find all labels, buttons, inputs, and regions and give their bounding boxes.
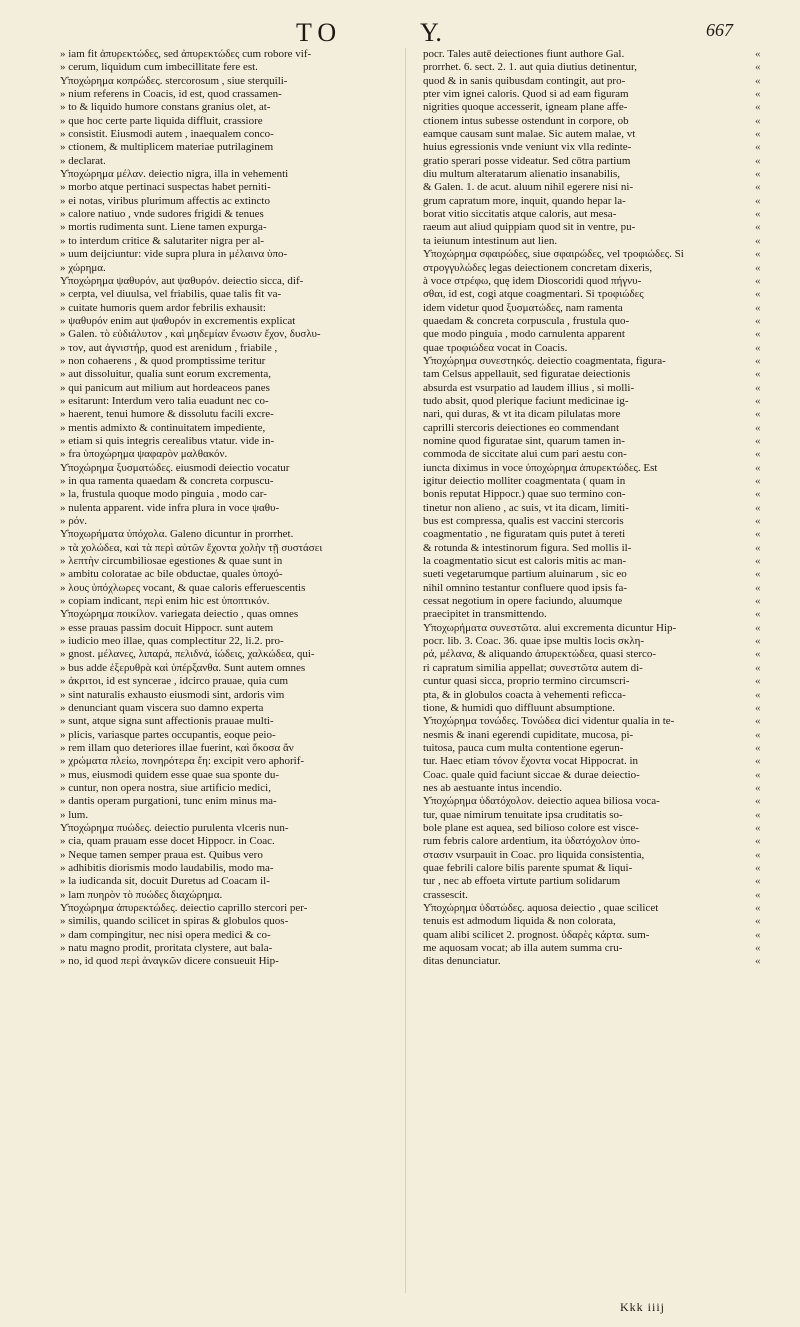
quote-mark: « bbox=[755, 875, 761, 888]
signature-mark: Kkk iiij bbox=[620, 1300, 666, 1314]
right-column bbox=[423, 48, 745, 969]
quote-mark: « bbox=[755, 88, 761, 101]
right_col-line: à voce στρέφω, quę idem Dioscoridi quod πήγνυ- bbox=[423, 274, 642, 287]
right_col-line: raeum aut aliud quippiam quod sit in ventre, pu- bbox=[423, 221, 636, 234]
quote-mark: « bbox=[755, 368, 761, 381]
right_col-line: Υ̓ποχώρημα ὑδατώδες. aquosa deiectio , quae scilicet bbox=[423, 902, 659, 914]
left_col-line: » ctionem, & multiplicem materiae putrilaginem bbox=[60, 141, 274, 154]
right_col-line: tuitosa, pauca cum multa contentione egerun- bbox=[423, 741, 624, 754]
left_col-line: » que hoc certe parte liquida diffluit, crassiore bbox=[60, 114, 263, 127]
left_col-line: » adhibitis diorismis modo laudabilis, modo ma- bbox=[60, 861, 274, 874]
right_col-line: Υ̓ποχωρήματα συνεστῶτα. alui excrementa dicuntur Hip- bbox=[423, 621, 677, 634]
quote-mark: « bbox=[755, 608, 761, 621]
left_col-line: Υ̓ποχώρημα μέλαν. deiectio nigra, illa in vehementi bbox=[60, 168, 289, 181]
right_col-line: diu multum alteratarum alienatio insanabilis, bbox=[423, 168, 621, 181]
right_col-line: στρογγυλώδες legas deiectionem concretam dixeris, bbox=[423, 261, 653, 274]
right_col-line: ta ieiunum intestinum aut lien. bbox=[423, 234, 558, 247]
left_col-line: » uum deijciuntur: vide supra plura in μέλαινα ὑπο- bbox=[60, 248, 288, 261]
left_col-line: » la iudicanda sit, docuit Duretus ad Coacam il- bbox=[60, 875, 270, 888]
quote-mark: « bbox=[755, 141, 761, 154]
quote-mark: « bbox=[755, 808, 761, 821]
left-column bbox=[60, 48, 390, 969]
left_col-line: » ρόν. bbox=[60, 515, 87, 528]
quote-mark: « bbox=[755, 301, 761, 314]
quote-mark: « bbox=[755, 795, 761, 808]
quote-mark: « bbox=[755, 314, 761, 327]
right_col-line: ρά, μέλανα, & aliquando ἀπυρεκτώδεα, quasi sterco- bbox=[423, 648, 657, 661]
quote-mark: « bbox=[755, 781, 761, 794]
left_col-line: » to & liquido humore constans granius olet, at- bbox=[60, 101, 271, 114]
quote-mark: « bbox=[755, 528, 761, 541]
right_col-line: Υ̓ποχώρημα ὑδατόχολον. deiectio aquea biliosa voca- bbox=[423, 795, 660, 808]
left_col-line: » similis, quando scilicet in spiras & globulos quos- bbox=[60, 915, 289, 928]
right_col-line: nesmis & inani egerendi cupiditate, mucosa, pi- bbox=[423, 728, 634, 741]
right_col-line: & Galen. 1. de acut. aluum nihil egerere nisi ni- bbox=[423, 181, 634, 194]
running-head-mid: Y. bbox=[420, 18, 442, 47]
right_col-line: la coagmentatio sicut est caloris mitis ac man- bbox=[423, 555, 627, 568]
left_col-line: » mortis rudimenta sunt. Liene tamen expurga- bbox=[60, 221, 267, 234]
right_col-line: sueti vegetarumque partium aluinarum , sic eo bbox=[423, 568, 627, 581]
quote-mark: « bbox=[755, 861, 761, 874]
quote-mark: « bbox=[755, 942, 761, 955]
left_col-line: Υ̓ποχωρήματα ὑπόχολα. Galeno dicuntur in prorrhet. bbox=[60, 528, 294, 541]
left_col-line: » copiam indicant, περὶ enim hic est ὑποπτικόν. bbox=[60, 595, 270, 608]
left_col-line: » cuntur, non opera nostra, siue artificio medici, bbox=[60, 781, 271, 794]
quote-mark: « bbox=[755, 555, 761, 568]
left_col-line: » plicis, variasque partes occupantis, eoque peio- bbox=[60, 728, 276, 741]
quote-mark: « bbox=[755, 741, 761, 754]
quote-mark: « bbox=[755, 381, 761, 394]
left_col-line: » morbo atque pertinaci suspectas habet perniti- bbox=[60, 181, 271, 194]
right_col-line: bonis reputat Hippocr.) quae suo termino con- bbox=[423, 488, 626, 501]
left_col-line: » to interdum critice & salutariter nigra per al- bbox=[60, 234, 265, 247]
left_col-line: » qui panicum aut milium aut hordeaceos panes bbox=[60, 381, 270, 394]
left_col-line: » ei notas, viribus plurimum affectis ac extincto bbox=[60, 194, 270, 207]
right_col-line: nes ab aestuante intus incendio. bbox=[423, 781, 562, 794]
right_col-line: tur. Haec etiam τόνον ἔχοντα vocat Hippocrat. in bbox=[423, 755, 639, 768]
right_col-line: σθαι, id est, cogi atque coagmentari. Si τροφιώδες bbox=[423, 288, 644, 301]
quote-mark: « bbox=[755, 902, 761, 914]
left_col-line: Υ̓ποχώρημα ποικίλον. variegata deiectio , quas omnes bbox=[60, 608, 299, 621]
quote-mark: « bbox=[755, 328, 761, 341]
right_col-line: Υ̓ποχώρημα σφαιρώδες, siue σφαιρώδες, vel τροφιώδες. Si bbox=[423, 248, 684, 261]
right_col-line: tur , nec ab effoeta virtute partium solidarum bbox=[423, 875, 621, 888]
quote-mark: « bbox=[755, 234, 761, 247]
right_col-line: quam alibi scilicet 2. prognost. ὑδαρὲς κάρτα. sum- bbox=[423, 928, 650, 941]
left_col-line: » iudicio meo illae, quas complectitur 22, li.2. pro- bbox=[60, 635, 284, 648]
right_col-line: bus est compressa, qualis est vaccini stercoris bbox=[423, 515, 624, 528]
right_col-line: Υ̓ποχώρημα συνεστηκός. deiectio coagmentata, figura- bbox=[423, 354, 666, 367]
quote-mark: « bbox=[755, 688, 761, 701]
right_col-line: tudo absit, quod plerique faciunt medicinae ig- bbox=[423, 394, 629, 407]
quote-mark: « bbox=[755, 408, 761, 421]
left_col-line: Υ̓ποχώρημα ξυσματώδες. eiusmodi deiectio vocatur bbox=[60, 461, 290, 474]
left_col-line: » declarat. bbox=[60, 154, 106, 167]
right_col-line: grum capratum more, inquit, quando hepar la- bbox=[423, 194, 626, 207]
left_col-line: » nulenta apparent. vide infra plura in voce ψαθυ- bbox=[60, 501, 280, 514]
quote-mark: « bbox=[755, 154, 761, 167]
quote-mark: « bbox=[755, 755, 761, 768]
left_col-line: » natu magno prodit, proritata clystere, aut bala- bbox=[60, 942, 273, 955]
right_col-line: huius egressionis vnde veniunt vix vlla redinte- bbox=[423, 141, 632, 154]
right_col-line: cessat negotium in opere faciundo, aluumque bbox=[423, 595, 623, 608]
quote-mark: « bbox=[755, 488, 761, 501]
quote-mark: « bbox=[755, 341, 761, 354]
quote-mark: « bbox=[755, 621, 761, 634]
left_col-line: » cuitate humoris quem ardor febrilis exhausit: bbox=[60, 301, 266, 314]
right_col-line: crassescit. bbox=[423, 888, 468, 901]
quote-mark: « bbox=[755, 394, 761, 407]
left_col-line: » cerum, liquidum cum imbecillitate fere est. bbox=[60, 61, 258, 74]
quote-mark: « bbox=[755, 461, 761, 474]
left_col-line: » sunt, atque signa sunt affectionis prauae multi- bbox=[60, 715, 274, 728]
left_col-line: » Neque tamen semper praua est. Quibus vero bbox=[60, 848, 263, 861]
left_col-line: » calore natiuo , vnde sudores frigidi & tenues bbox=[60, 208, 264, 221]
left_col-line: » haerent, tenui humore & dissolutu facili excre- bbox=[60, 408, 274, 421]
right_col-line: ri capratum similia appellat; συνεστῶτα autem di- bbox=[423, 661, 643, 674]
right_col-line: Υ̓ποχώρημα τονώδες. Τονώδεα dici videntur qualia in te- bbox=[423, 715, 675, 728]
quote-mark: « bbox=[755, 128, 761, 141]
right_col-line: nihil omnino testantur confluere quod ipsis fa- bbox=[423, 581, 628, 594]
right_col-line: tenuis est admodum liquida & non colorata, bbox=[423, 915, 616, 928]
quote-mark: « bbox=[755, 261, 761, 274]
left_col-line: » in qua ramenta quaedam & concreta corpuscu- bbox=[60, 475, 274, 487]
left_col-line: » mentis admixto & continuitatem impediente, bbox=[60, 421, 266, 434]
right_col-line: tinetur non alieno , ac suis, vt ita dicam, limiti- bbox=[423, 501, 629, 514]
right_col-line: caprilli stercoris deiectiones eo commendant bbox=[423, 421, 620, 434]
left_col-line: » cia, quam prauam esse docet Hippocr. in Coac. bbox=[60, 835, 275, 848]
left_col-line: » fra ὑποχώρημα ψαφαρὸν μαλθακόν. bbox=[60, 448, 228, 461]
right_col-line: pocr. lib. 3. Coac. 36. quae ipse multis locis σκλη- bbox=[423, 635, 645, 648]
right_col-line: quae τροφιώδεα vocat in Coacis. bbox=[423, 341, 568, 354]
right_col-line: nomine quod figuratae sint, quarum tamen in- bbox=[423, 434, 625, 447]
left_col-line: » sint naturalis exhausto eiusmodi sint, ardoris vim bbox=[60, 688, 285, 701]
right_col-line: praecipitet in transmittendo. bbox=[423, 608, 547, 621]
right_col-line: quaedam & concreta corpuscula , frustula quo- bbox=[423, 314, 630, 327]
left_col-line: » consistit. Eiusmodi autem , inaequalem conco- bbox=[60, 128, 274, 141]
quote-mark: « bbox=[755, 101, 761, 114]
left_col-line: » non cohaerens , & quod promptissime teritur bbox=[60, 354, 266, 367]
column-gutter bbox=[405, 48, 406, 1293]
right_col-line: iuncta diximus in voce ὑποχώρημα ἀπυρεκτώδες. Est bbox=[423, 461, 658, 474]
quote-mark: « bbox=[755, 928, 761, 941]
quote-mark: « bbox=[755, 661, 761, 674]
quote-mark: « bbox=[755, 728, 761, 741]
running-head-left: TO bbox=[296, 18, 343, 47]
left_col-line: Υ̓ποχώρημα ἀπυρεκτώδες. deiectio caprillo stercori per- bbox=[60, 902, 308, 914]
quote-mark: « bbox=[755, 568, 761, 581]
quote-mark: « bbox=[755, 648, 761, 661]
right_col-line: rum febris calore ardentium, ita ὑδατόχολον ὑπο- bbox=[423, 835, 640, 848]
quote-mark: « bbox=[755, 475, 761, 487]
left_col-line: » χώρημα. bbox=[60, 261, 106, 274]
left_col-line: » la, frustula quoque modo pinguia , modo car- bbox=[60, 488, 267, 501]
right_col-line: cuntur quasi sicca, proprio termino circumscri- bbox=[423, 675, 630, 688]
left_col-line: » gnost. μέλανες, λιπαρά, πελιδνά, ἰώδεις, χαλκώδεα, qui- bbox=[60, 648, 315, 661]
quote-mark: « bbox=[755, 288, 761, 301]
quote-mark: « bbox=[755, 915, 761, 928]
quote-mark: « bbox=[755, 515, 761, 528]
quote-marks-column bbox=[755, 48, 785, 969]
left_col-line: » λους ὑπόχλωρες vocant, & quae caloris efferuescentis bbox=[60, 581, 306, 594]
left_col-line: » nium referens in Coacis, id est, quod crassamen- bbox=[60, 88, 282, 101]
right_col-line: que modo pinguia , modo carnulenta apparent bbox=[423, 328, 625, 341]
quote-mark: « bbox=[755, 354, 761, 367]
left_col-line: » mus, eiusmodi quidem esse quae sua sponte du- bbox=[60, 768, 280, 781]
right_col-line: prorrhet. 6. sect. 2. 1. aut quia diutius detinentur, bbox=[423, 61, 638, 74]
left_col-line: » iam fit ἀπυρεκτώδες, sed ἀπυρεκτώδες cum robore vif- bbox=[60, 48, 312, 60]
left_col-line: » τον, aut ἀγνιστήρ, quod est arenidum , friabile , bbox=[60, 341, 278, 354]
quote-mark: « bbox=[755, 675, 761, 688]
quote-mark: « bbox=[755, 595, 761, 608]
left_col-line: » cerpta, vel diuulsa, vel friabilis, quae talis fit va- bbox=[60, 288, 282, 301]
right_col-line: me aquosam vocat; ab illa autem summa cru- bbox=[423, 942, 623, 955]
right_col-line: igitur deiectio molliter coagmentata ( quam in bbox=[423, 475, 626, 487]
right_col-line: στασιν vsurpauit in Coac. pro liquida consistentia, bbox=[423, 848, 645, 861]
left_col-line: » esitarunt: Interdum vero talia euadunt nec co- bbox=[60, 394, 269, 407]
right_col-line: tam Celsus appellauit, sed figuratae deiectionis bbox=[423, 368, 631, 381]
left_col-line: » dantis operam purgationi, tunc enim minus ma- bbox=[60, 795, 277, 808]
right_col-line: quod & in sanis quibusdam contingit, aut pro- bbox=[423, 74, 626, 87]
right_col-line: Coac. quale quid faciunt siccae & durae deiectio- bbox=[423, 768, 640, 781]
quote-mark: « bbox=[755, 421, 761, 434]
quote-mark: « bbox=[755, 48, 761, 60]
quote-mark: « bbox=[755, 581, 761, 594]
left_col-line: » aut dissoluitur, qualia sunt eorum excrementa, bbox=[60, 368, 271, 381]
quote-mark: « bbox=[755, 434, 761, 447]
left_col-line: » no, id quod περὶ ἀναγκῶν dicere consueuit Hip- bbox=[60, 955, 279, 968]
left_col-line: » Galen. τὸ εὐδιάλυτον , καὶ μηδεμίαν ἔνωσιν ἔχον, δυσλυ- bbox=[60, 328, 321, 341]
right_col-line: eamque causam sunt malae. Sic autem malae, vt bbox=[423, 128, 636, 141]
right_col-line: ditas denunciatur. bbox=[423, 955, 501, 968]
left_col-line: » bus adde ἐξερυθρὰ καὶ ὑπέρξανθα. Sunt autem omnes bbox=[60, 661, 306, 674]
quote-mark: « bbox=[755, 274, 761, 287]
left_col-line: » ambitu coloratae ac bile obductae, quales ὑποχό- bbox=[60, 568, 283, 581]
quote-mark: « bbox=[755, 835, 761, 848]
right_col-line: absurda est vsurpatio ad laudem illius , si molli- bbox=[423, 381, 635, 394]
left_col-line: » dam compingitur, nec nisi opera medici & co- bbox=[60, 928, 271, 941]
quote-mark: « bbox=[755, 821, 761, 834]
quote-mark: « bbox=[755, 448, 761, 461]
quote-mark: « bbox=[755, 61, 761, 74]
quote-mark: « bbox=[755, 208, 761, 221]
right_col-line: nari, qui duras, & vt ita dicam pilulatas more bbox=[423, 408, 621, 421]
right_col-line: pta, & in globulos coacta à vehementi reficca- bbox=[423, 688, 626, 701]
quote-mark: « bbox=[755, 635, 761, 648]
quote-mark: « bbox=[755, 168, 761, 181]
left_col-line: Υ̓ποχώρημα κοπρώδες. stercorosum , siue sterquili- bbox=[60, 74, 288, 87]
left_col-line: » λεπτὴν circumbiliosae egestiones & quae sunt in bbox=[60, 555, 283, 568]
left_col-line: Υ̓ποχώρημα πυώδες. deiectio purulenta vlceris nun- bbox=[60, 821, 289, 834]
quote-mark: « bbox=[755, 194, 761, 207]
right_col-line: quae febrili calore bilis parente spumat & liqui- bbox=[423, 861, 633, 874]
right_col-line: borat vitio siccitatis atque caloris, aut mesa- bbox=[423, 208, 617, 221]
quote-mark: « bbox=[755, 955, 761, 968]
left_col-line: Υ̓ποχώρημα ψαθυρόν, aut ψαθυρόν. deiectio sicca, dif- bbox=[60, 274, 304, 287]
quote-mark: « bbox=[755, 501, 761, 514]
left_col-line: » rem illam quo deteriores illae fuerint, καὶ ὅκοσα ἄν bbox=[60, 741, 294, 754]
left_col-line: » ἀκριτοι, id est syncerae , idcirco prauae, quia cum bbox=[60, 675, 289, 688]
quote-mark: « bbox=[755, 768, 761, 781]
left_col-line: » etiam si quis integris cerealibus vtatur. vide in- bbox=[60, 434, 275, 447]
quote-mark: « bbox=[755, 181, 761, 194]
left_col-line: » τὰ χολώδεα, καὶ τὰ περὶ αὐτῶν ἔχοντα χολὴν τῇ συστάσει bbox=[60, 541, 323, 554]
right_col-line: tur, quae nimirum tenuitate ipsa cruditatis so- bbox=[423, 808, 623, 821]
right_col-line: & rotunda & intestinorum figura. Sed mollis il- bbox=[423, 541, 632, 554]
quote-mark: « bbox=[755, 248, 761, 261]
page-number: 667 bbox=[706, 20, 733, 40]
right_col-line: nigrities quoque accesserit, igneam plane affe- bbox=[423, 101, 628, 114]
quote-mark: « bbox=[755, 221, 761, 234]
right_col-line: idem videtur quod ξυσματώδες, nam ramenta bbox=[423, 301, 623, 314]
right_col-line: coagmentatio , ne figuratam quis putet à tereti bbox=[423, 528, 626, 541]
left_col-line: » χρώματα πλείω, πονηρότερα ἔη: excipit vero aphorif- bbox=[60, 755, 305, 768]
right_col-line: pocr. Tales autē deiectiones fiunt authore Gal. bbox=[423, 48, 625, 60]
right_col-line: pter vim ignei caloris. Quod si ad eam figuram bbox=[423, 88, 629, 101]
right_col-line: gratio sperari posse videatur. Sed cōtra partium bbox=[423, 154, 631, 167]
left_col-line: » esse prauas passim docuit Hippocr. sunt autem bbox=[60, 621, 274, 634]
quote-mark: « bbox=[755, 715, 761, 728]
right_col-line: commoda de siccitate alui cum pari aestu con- bbox=[423, 448, 627, 461]
quote-mark: « bbox=[755, 888, 761, 901]
quote-mark: « bbox=[755, 74, 761, 87]
right_col-line: ctionem intus subesse ostendunt in corpore, ob bbox=[423, 114, 629, 127]
right_col-line: bole plane est aquea, sed bilioso colore est visce- bbox=[423, 821, 639, 834]
left_col-line: » lam πυηρὸν τὸ πυώδες διαχώρημα. bbox=[60, 888, 223, 901]
left_col-line: » denunciant quam viscera suo damno experta bbox=[60, 701, 264, 714]
quote-mark: « bbox=[755, 114, 761, 127]
quote-mark: « bbox=[755, 701, 761, 714]
quote-mark: « bbox=[755, 848, 761, 861]
right_col-line: tione, & humidi quo diffluunt absumptione. bbox=[423, 701, 615, 714]
quote-mark: « bbox=[755, 541, 761, 554]
left_col-line: » lum. bbox=[60, 808, 89, 821]
left_col-line: » ψαθυρόν enim aut ψαθυρόν in excrementis explicat bbox=[60, 314, 296, 327]
